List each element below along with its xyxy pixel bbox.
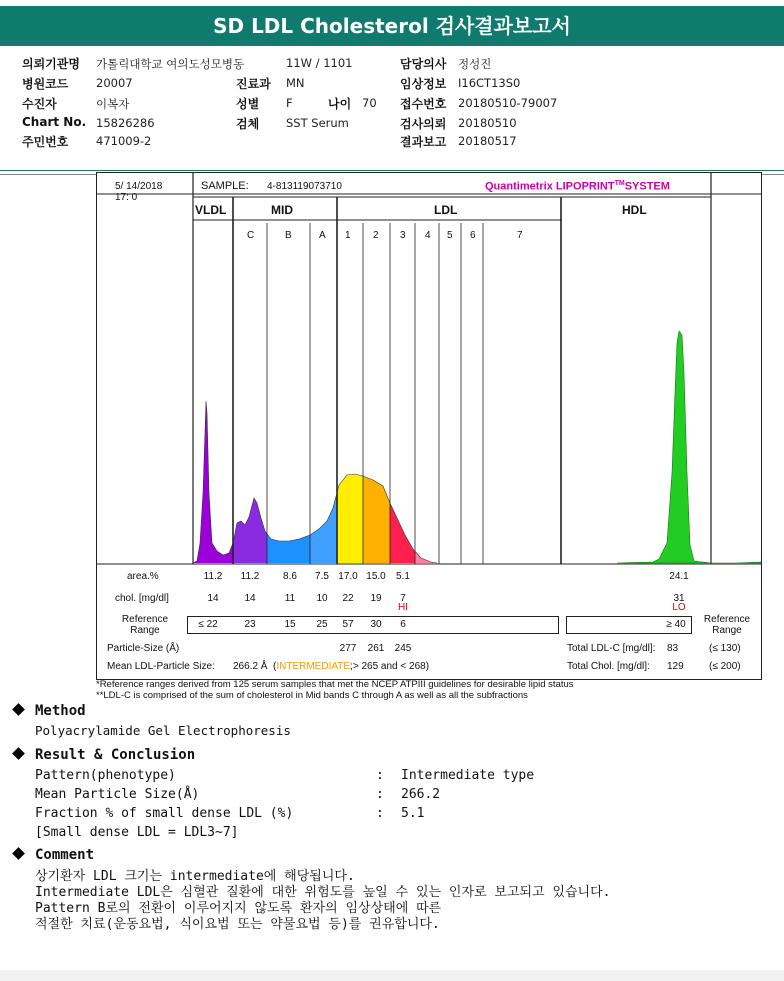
result-value-2: 266.2	[401, 787, 441, 802]
area-b: 8.6	[283, 571, 297, 582]
area-ldl1: 17.0	[338, 571, 358, 582]
method-heading: Method	[12, 703, 86, 719]
ref-c: 23	[244, 619, 256, 630]
specimen-value: SST Serum	[286, 116, 349, 130]
patient-value: 이복자	[96, 97, 130, 111]
request-date-value: 20180510	[458, 116, 517, 130]
subband-3: 3	[400, 230, 406, 241]
chart-no-value: 15826286	[96, 116, 155, 130]
request-date-label: 검사의뢰	[400, 117, 447, 131]
bullet-icon	[12, 747, 25, 760]
fill-mid-b	[267, 373, 310, 564]
result-value-1: Intermediate type	[401, 768, 535, 783]
subband-7: 7	[517, 230, 523, 241]
ref-right-label: Reference	[703, 614, 751, 625]
ref-right-label-2: Range	[712, 625, 742, 636]
comment-line-3: Pattern B로의 전환이 이루어지지 않도록 환자의 임상상태에 따른	[35, 901, 442, 916]
mean-size-category: (INTERMEDIATE;> 265 and < 268)	[273, 661, 430, 672]
subband-2: 2	[373, 230, 379, 241]
particle-size-label: Particle-Size (Å)	[107, 643, 180, 654]
doctor-value: 정성진	[458, 57, 492, 71]
footnote-1: *Reference ranges derived from 125 serum samples that met the NCEP ATPIII guidelines for desirable lipid status	[96, 679, 574, 690]
fill-ldl-1	[337, 373, 363, 564]
ref-ldl3: 6	[400, 619, 406, 630]
band-mid: MID	[271, 203, 293, 217]
ref-label: Reference	[121, 614, 169, 625]
result-key-1: Pattern(phenotype)	[35, 768, 176, 783]
chol-label: chol. [mg/dl]	[115, 593, 169, 604]
result-key-2: Mean Particle Size(Å)	[35, 787, 200, 802]
header-divider	[0, 170, 784, 171]
area-a: 7.5	[315, 571, 329, 582]
result-sep-3: :	[376, 806, 384, 821]
result-heading: Result & Conclusion	[12, 747, 195, 763]
ref-ldl2: 30	[370, 619, 382, 630]
report-time: 17: 0	[115, 192, 138, 203]
subband-a: A	[319, 230, 326, 241]
band-vldl: VLDL	[195, 203, 227, 217]
brand-name: Quantimetrix LIPOPRINT™SYSTEM	[485, 180, 670, 193]
subband-1: 1	[345, 230, 351, 241]
total-ldl-ref: (≤ 130)	[709, 643, 741, 654]
total-chol-ref: (≤ 200)	[709, 661, 741, 672]
report-date: 5/ 14/2018	[115, 181, 163, 192]
result-value-3: 5.1	[401, 806, 425, 821]
chol-c: 14	[244, 593, 256, 604]
area-hdl: 24.1	[669, 571, 689, 582]
specimen-label: 검체	[236, 117, 260, 131]
chol-vldl: 14	[207, 593, 219, 604]
hdl-peak	[617, 331, 761, 563]
total-ldl-label: Total LDL-C [mg/dl]:	[567, 643, 656, 654]
dept-label: 진료과	[236, 77, 271, 91]
area-label: area.%	[127, 571, 159, 582]
area-vldl: 11.2	[203, 571, 223, 582]
result-note: [Small dense LDL = LDL3~7]	[35, 825, 239, 840]
ref-ldl1: 57	[342, 619, 354, 630]
ref-label-2: Range	[130, 625, 160, 636]
subband-b: B	[285, 230, 292, 241]
report-date-value: 20180517	[458, 134, 517, 148]
chol-ldl3: 7	[400, 593, 406, 604]
ref-b: 15	[284, 619, 296, 630]
result-sep-1: :	[376, 768, 384, 783]
ref-vldl: ≤ 22	[198, 619, 218, 630]
fill-vldl	[193, 373, 233, 564]
footnote-2: **LDL-C is comprised of the sum of cholesterol in Mid bands C through A as well as all the subfractions	[96, 690, 528, 701]
comment-line-2: Intermediate LDL은 심혈관 질환에 대한 위험도를 높일 수 있는 인자로 보고되고 있습니다.	[35, 885, 611, 900]
psize-2: 261	[367, 643, 385, 654]
chol-hdl: 31	[673, 593, 685, 604]
area-c: 11.2	[240, 571, 260, 582]
comment-line-4: 적절한 치료(운동요법, 식이요법 또는 약물요법 등)를 권유합니다.	[35, 917, 440, 932]
fill-mid-a	[310, 373, 337, 564]
sample-id: 4-813119073710	[267, 181, 342, 192]
sex-label: 성별	[236, 97, 260, 111]
accession-value: 20180510-79007	[458, 96, 558, 110]
area-ldl3: 5.1	[396, 571, 410, 582]
chol-a: 10	[316, 593, 328, 604]
chol-ldl2: 19	[370, 593, 382, 604]
clinical-info-label: 임상정보	[400, 77, 447, 91]
comment-line-1: 상기환자 LDL 크기는 intermediate에 해당됩니다.	[35, 869, 355, 884]
chart-no-label: Chart No.	[22, 115, 87, 129]
flag-hi: HI	[398, 602, 408, 613]
hospital-code-value: 20007	[96, 76, 133, 90]
resident-no-label: 주민번호	[22, 135, 69, 149]
patient-label: 수진자	[22, 97, 57, 111]
band-hdl: HDL	[622, 203, 647, 217]
result-sep-2: :	[376, 787, 384, 802]
fill-ldl-2	[363, 373, 390, 564]
bullet-icon	[12, 703, 25, 716]
total-chol-label: Total Chol. [mg/dl]:	[567, 661, 650, 672]
total-ldl-value: 83	[667, 643, 679, 654]
fill-ldl-4	[415, 373, 439, 564]
flag-lo: LO	[672, 602, 686, 613]
report-date-label: 결과보고	[400, 135, 447, 149]
electrophoresis-chart	[97, 173, 761, 679]
band-ldl: LDL	[434, 203, 458, 217]
chol-ldl1: 22	[342, 593, 354, 604]
clinical-info-value: I16CT13S0	[458, 76, 521, 90]
result-key-3: Fraction % of small dense LDL (%)	[35, 806, 294, 821]
hospital-label: 의뢰기관명	[22, 57, 80, 71]
ref-a: 25	[316, 619, 328, 630]
subband-5: 5	[447, 230, 453, 241]
hospital-code-label: 병원코드	[22, 77, 69, 91]
method-text: Polyacrylamide Gel Electrophoresis	[35, 723, 291, 738]
report-title: SD LDL Cholesterol 검사결과보고서	[0, 6, 784, 46]
ref-hdl: ≥ 40	[666, 619, 686, 630]
ward-value: 11W / 1101	[286, 56, 353, 70]
subband-4: 4	[425, 230, 431, 241]
area-ldl2: 15.0	[366, 571, 386, 582]
psize-3: 245	[394, 643, 412, 654]
age-value: 70	[362, 96, 377, 110]
sample-label: SAMPLE:	[201, 180, 249, 192]
lipoprint-report	[96, 172, 762, 680]
mean-size-value: 266.2 Å	[233, 661, 268, 672]
hospital-value: 가톨릭대학교 여의도성모병동	[96, 57, 245, 71]
subband-c: C	[247, 230, 255, 241]
dept-value: MN	[286, 76, 305, 90]
total-chol-value: 129	[667, 661, 684, 672]
subband-6: 6	[470, 230, 476, 241]
fill-ldl-3	[390, 373, 415, 564]
psize-1: 277	[339, 643, 357, 654]
age-label: 나이	[328, 97, 352, 111]
resident-no-value: 471009-2	[96, 134, 152, 148]
bullet-icon	[12, 847, 25, 860]
accession-label: 접수번호	[400, 97, 447, 111]
mean-size-label: Mean LDL-Particle Size:	[107, 661, 215, 672]
doctor-label: 담당의사	[400, 57, 447, 71]
chol-b: 11	[284, 593, 296, 604]
comment-heading: Comment	[12, 847, 94, 863]
sex-value: F	[286, 96, 293, 110]
fill-mid-c	[233, 373, 267, 564]
